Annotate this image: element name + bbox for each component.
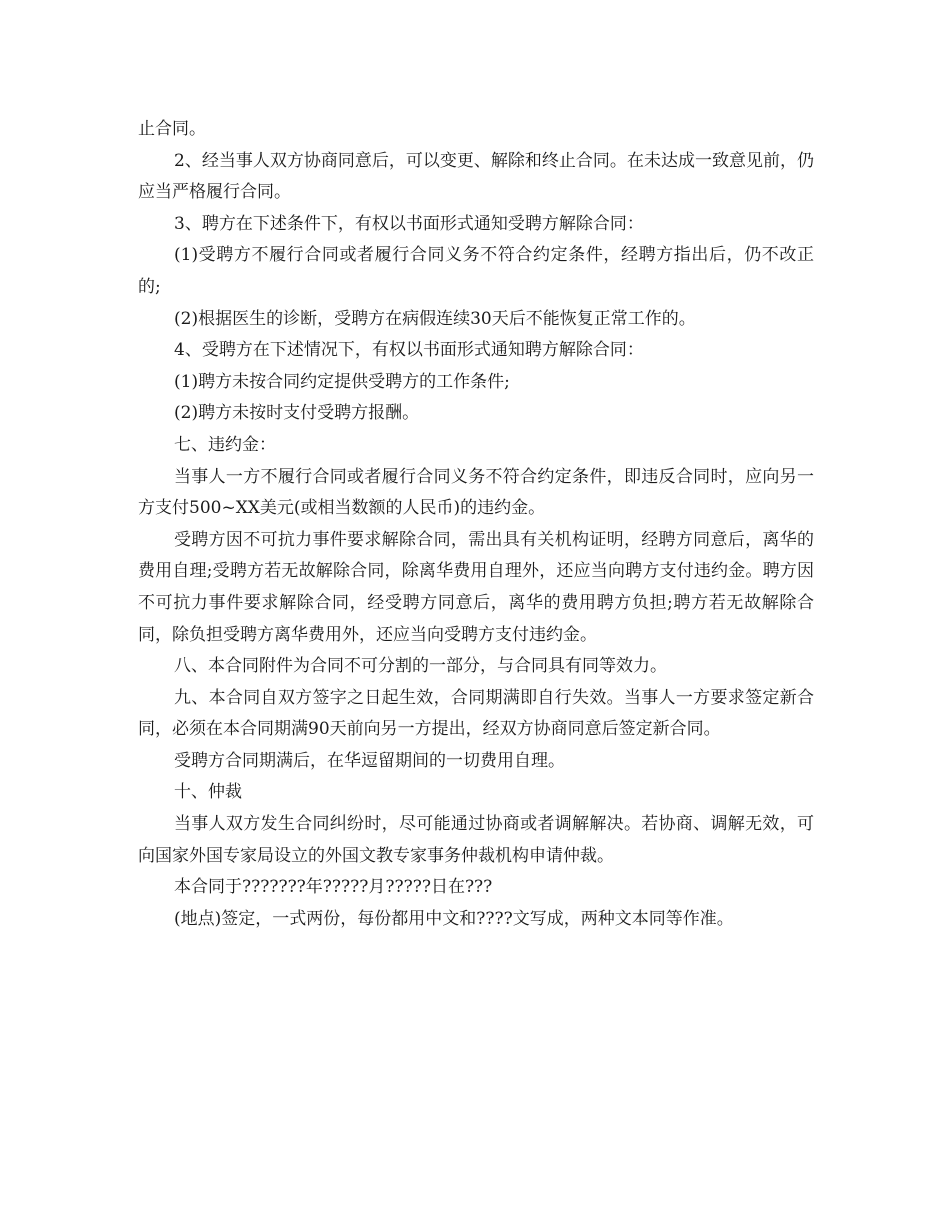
paragraph-1: 止合同。 xyxy=(138,119,206,139)
paragraph-5: (2)根据医生的诊断，受聘方在病假连续30天后不能恢复正常工作的。 xyxy=(174,308,696,329)
paragraph-12: 八、本合同附件为合同不可分割的一部分，与合同具有同等效力。 xyxy=(174,656,667,677)
paragraph-4: (1)受聘方不履行合同或者履行合同义务不符合约定条件，经聘方指出后，仍不改正的; xyxy=(138,245,814,297)
paragraph-6: 4、受聘方在下述情况下，有权以书面形式通知聘方解除合同： xyxy=(174,340,644,361)
paragraph-15: 十、仲裁 xyxy=(174,782,242,803)
paragraph-9: 七、违约金： xyxy=(174,434,276,455)
paragraph-10: 当事人一方不履行合同或者履行合同义务不符合约定条件，即违反合同时，应向另一方支付500~XX美元(或相当数额的人民币)的违约金。 xyxy=(138,466,814,519)
paragraph-17: 本合同于???????年?????月?????日在??? xyxy=(174,877,493,898)
paragraph-11: 受聘方因不可抗力事件要求解除合同，需出具有关机构证明，经聘方同意后，离华的费用自理;受聘方若无故解除合同，除离华费用自理外，还应当向聘方支付违约金。聘方因不可抗力事件要求解除合同，经受聘方同意后，离华的费用聘方负担;聘方若无故解除合同，除负担受聘方离华费用外，还应当向受聘方支付违约金。 xyxy=(138,529,814,645)
paragraph-2: 2、经当事人双方协商同意后，可以变更、解除和终止合同。在未达成一致意见前，仍应当严格履行合同。 xyxy=(138,150,814,203)
paragraph-13: 九、本合同自双方签字之日起生效，合同期满即自行失效。当事人一方要求签定新合同，必须在本合同期满90天前向另一方提出，经双方协商同意后签定新合同。 xyxy=(138,687,814,740)
paragraph-18: (地点)签定，一式两份，每份都用中文和????文写成，两种文本同等作准。 xyxy=(174,908,734,929)
document-page xyxy=(138,114,814,935)
paragraph-16: 当事人双方发生合同纠纷时，尽可能通过协商或者调解解决。若协商、调解无效，可向国家外国专家局设立的外国文教专家事务仲裁机构申请仲裁。 xyxy=(138,814,814,866)
paragraph-8: (2)聘方未按时支付受聘方报酬。 xyxy=(174,403,420,424)
paragraph-14: 受聘方合同期满后，在华逗留期间的一切费用自理。 xyxy=(174,750,565,771)
paragraph-7: (1)聘方未按合同约定提供受聘方的工作条件; xyxy=(174,371,510,392)
paragraph-3: 3、聘方在下述条件下，有权以书面形式通知受聘方解除合同： xyxy=(174,213,644,234)
